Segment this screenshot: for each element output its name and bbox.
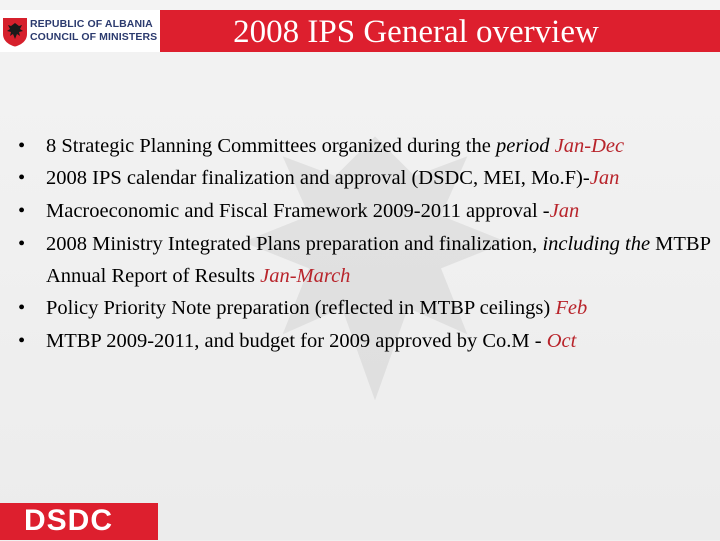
list-item	[18, 195, 718, 228]
bullet-dot: •	[18, 330, 26, 352]
list-item	[18, 325, 718, 358]
item-text: Macroeconomic and Fiscal Framework 2009-2011 approval -	[46, 200, 550, 222]
bullet-dot: •	[18, 135, 26, 157]
list-item	[18, 292, 718, 325]
item-date: Jan-Dec	[554, 135, 625, 157]
bullet-dot: •	[18, 297, 26, 319]
item-text: MTBP Annual Report of Results	[46, 233, 711, 287]
bullet-dot: •	[18, 167, 26, 189]
list-item	[18, 130, 718, 162]
item-text: 2008 Ministry Integrated Plans preparation and finalization,	[46, 233, 543, 255]
item-date: Jan	[589, 167, 620, 189]
bullet-list	[18, 130, 718, 358]
albania-emblem-icon	[2, 17, 28, 47]
item-text: 2008 IPS calendar finalization and approval (DSDC, MEI, Mo.F)-	[46, 167, 590, 189]
list-item	[18, 228, 718, 292]
item-date: Feb	[555, 297, 588, 319]
item-text: MTBP 2009-2011, and budget for 2009 approved by Co.M -	[46, 330, 547, 352]
item-text-italic: period	[495, 135, 550, 157]
list-item	[18, 162, 718, 195]
slide-title: 2008 IPS General overview	[233, 14, 599, 50]
bullet-dot: •	[18, 200, 26, 222]
org-name-line2: COUNCIL OF MINISTERS	[30, 31, 158, 43]
bullet-dot: •	[18, 233, 26, 255]
item-date: Oct	[546, 330, 577, 352]
item-text-italic: including the	[542, 233, 651, 255]
footer-logo-text: DSDC	[24, 504, 114, 537]
org-name	[30, 18, 160, 44]
item-date: Jan-March	[260, 265, 351, 287]
org-name-line1: REPUBLIC OF ALBANIA	[30, 18, 153, 30]
item-text: Policy Priority Note preparation (reflected in MTBP ceilings)	[46, 297, 556, 319]
item-date: Jan	[549, 200, 580, 222]
item-text: 8 Strategic Planning Committees organized during the	[46, 135, 496, 157]
